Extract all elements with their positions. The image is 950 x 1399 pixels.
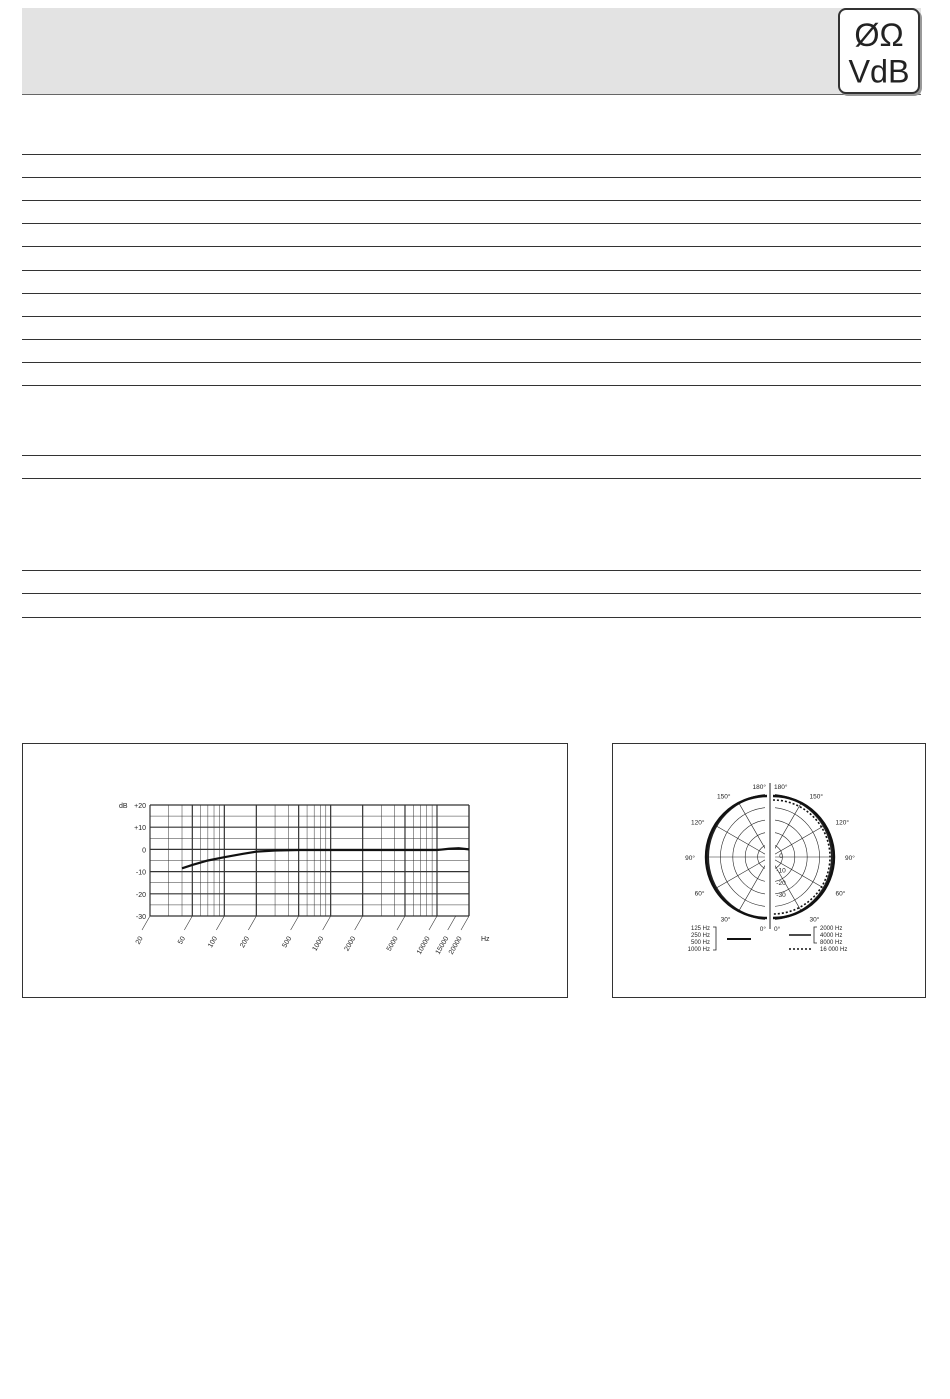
table-rule [22, 570, 921, 571]
legend-left-brace [713, 927, 716, 950]
x-tick-mark [429, 916, 437, 930]
x-tick-label: 10000 [415, 935, 432, 956]
angle-label-left: 120° [691, 819, 705, 827]
x-tick-mark [461, 916, 469, 930]
table-rule [22, 246, 921, 247]
angle-label-right: 180° [774, 784, 788, 791]
table-rule [22, 223, 921, 224]
x-tick-mark [248, 916, 256, 930]
legend-left-label: 500 Hz [690, 940, 710, 946]
header-band [22, 8, 921, 95]
table-rule [22, 293, 921, 294]
radial-label: 0 [779, 853, 783, 860]
y-tick-label: -10 [135, 869, 146, 877]
chart-grid [150, 805, 469, 916]
x-axis-label: Hz [481, 936, 490, 943]
table-rule [22, 385, 921, 386]
legend-left-label: 250 Hz [690, 933, 710, 939]
x-tick-label: 2000 [343, 935, 358, 953]
table-rule [22, 316, 921, 317]
x-tick-mark [184, 916, 192, 930]
angle-label-left: 180° [752, 784, 766, 791]
table-rule [22, 455, 921, 456]
angle-label-right: 30° [809, 916, 820, 924]
angle-label-left: 30° [720, 916, 731, 924]
radial-label: -10 [776, 867, 786, 875]
y-tick-label: 0 [142, 847, 146, 855]
polar-spoke [716, 857, 770, 888]
legend-left-label: 125 Hz [690, 926, 710, 932]
legend-right-label: 4000 Hz [820, 933, 843, 939]
x-tick-mark [355, 916, 363, 930]
response-curve [182, 848, 469, 868]
x-tick-label: 200 [239, 935, 252, 950]
x-tick-label: 100 [207, 935, 220, 950]
angle-label-right: 60° [835, 890, 846, 898]
angle-label-right: 0° [774, 926, 781, 933]
x-tick-label: 20000 [447, 935, 464, 956]
table-rule [22, 478, 921, 479]
table-rule [22, 339, 921, 340]
polar-pattern-panel [612, 743, 926, 998]
table-rule [22, 593, 921, 594]
x-tick-mark [397, 916, 405, 930]
table-rule [22, 270, 921, 271]
y-tick-label: -30 [135, 914, 146, 921]
y-tick-label: -20 [135, 891, 146, 899]
legend-left-label: 1000 Hz [687, 947, 710, 953]
polar-spoke [770, 826, 824, 857]
x-tick-mark [216, 916, 224, 930]
table-rule [22, 362, 921, 363]
legend-right-label: 16 000 Hz [820, 947, 848, 953]
legend-right-label: 2000 Hz [820, 926, 843, 932]
radial-label: -30 [776, 892, 786, 900]
x-tick-label: 1000 [311, 935, 326, 953]
angle-label-right: 90° [845, 855, 855, 862]
brand-logo [838, 8, 920, 94]
legend-right-brace [814, 927, 817, 943]
x-tick-label: 500 [281, 935, 294, 950]
angle-label-left: 60° [694, 890, 705, 898]
table-rule [22, 154, 921, 155]
x-tick-label: 50 [177, 935, 188, 946]
y-axis-label: dB [119, 803, 128, 810]
logo-line2: VdB [848, 53, 910, 90]
table-rule [22, 177, 921, 178]
frequency-response-chart [23, 744, 569, 999]
frequency-response-panel [22, 743, 568, 998]
x-tick-mark [448, 916, 456, 930]
polar-pattern-chart [613, 744, 927, 999]
angle-label-right: 120° [835, 819, 849, 827]
x-tick-label: 15000 [434, 935, 451, 956]
table-rule [22, 200, 921, 201]
x-tick-mark [291, 916, 299, 930]
angle-label-left: 90° [685, 855, 695, 862]
angle-label-left: 0° [759, 926, 766, 933]
logo-line1: ØΩ [854, 17, 904, 54]
x-tick-mark [323, 916, 331, 930]
y-tick-label: +10 [134, 825, 146, 833]
angle-label-left: 150° [717, 793, 731, 801]
x-tick-label: 20 [134, 935, 145, 946]
x-tick-label: 5000 [385, 935, 400, 953]
table-rule [22, 617, 921, 618]
legend-right-label: 8000 Hz [820, 940, 843, 946]
radial-label: -20 [776, 879, 786, 887]
y-tick-label: +20 [134, 803, 146, 810]
polar-spoke [716, 826, 770, 857]
angle-label-right: 150° [809, 793, 823, 801]
